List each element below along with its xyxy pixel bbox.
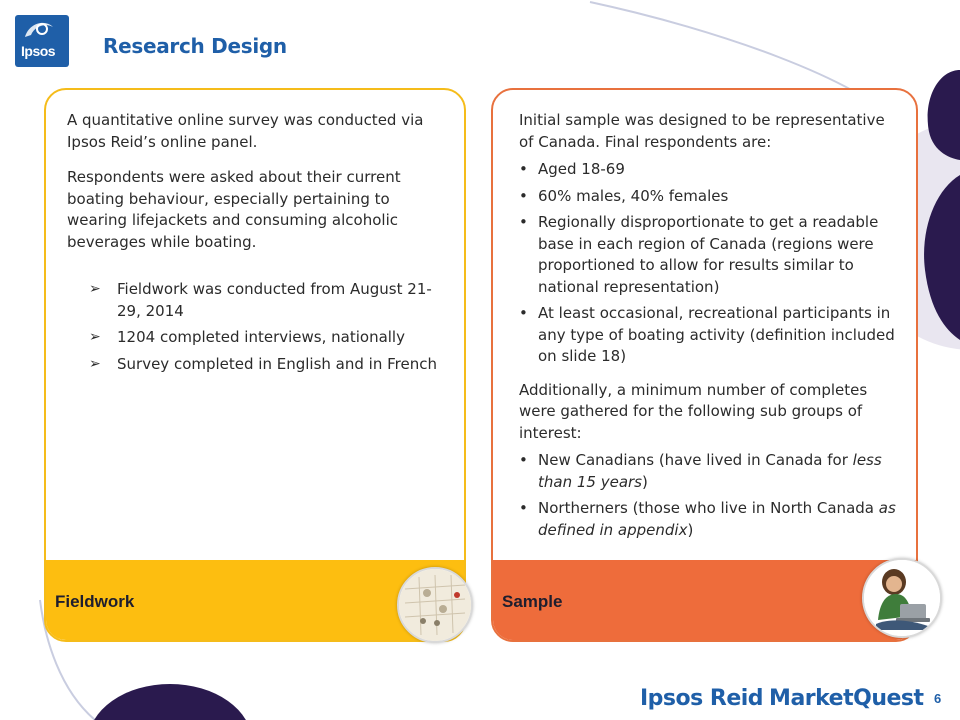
arrow-bullet-icon: ➢ <box>89 355 101 372</box>
bullet-icon: • <box>519 304 528 322</box>
arrow-bullet-icon: ➢ <box>89 329 101 345</box>
logo-swirl-icon <box>15 15 69 67</box>
sample-label-band <box>493 560 916 640</box>
page-title: Research Design <box>103 34 287 58</box>
bullet-icon: • <box>519 160 528 178</box>
sample-criteria-list <box>519 159 902 368</box>
sample-content <box>519 110 902 553</box>
list-item: • New Canadians (have lived in Canada for less than 15 years) <box>519 451 882 491</box>
ipsos-logo <box>15 15 69 67</box>
footer-brand-logo <box>640 686 930 711</box>
bullet-icon: • <box>519 451 528 469</box>
fieldwork-content <box>67 110 450 387</box>
list-item: ➢ 1204 completed interviews, nationally <box>89 327 450 349</box>
bullet-icon: • <box>519 499 528 517</box>
sample-additional: Additionally, a minimum number of completes were gathered for the following sub groups of interest: <box>519 380 868 442</box>
sample-subgroups-list <box>519 450 902 541</box>
arrow-bullet-icon: ➢ <box>89 281 101 297</box>
sample-card <box>491 88 918 642</box>
fieldwork-card <box>44 88 466 642</box>
list-item: • 60% males, 40% females <box>519 186 902 208</box>
list-item: • Northerners (those who live in North Canada as defined in appendix) <box>519 499 896 539</box>
fieldwork-bullet-list <box>89 279 450 375</box>
footer-brand-part2: MarketQuest <box>769 686 924 711</box>
fieldwork-paragraph-2: Respondents were asked about their current boating behaviour, especially pertaining to wearing lifejackets and consuming alcoholic beverages while boating. <box>67 168 401 251</box>
sample-label: Sample <box>502 592 563 611</box>
list-item: ➢ Fieldwork was conducted from August 21-29, 2014 <box>89 280 432 320</box>
calendar-icon <box>397 567 473 643</box>
footer-brand-part1: Ipsos Reid <box>640 686 764 711</box>
bullet-icon: • <box>519 186 528 205</box>
person-laptop-icon <box>862 558 942 638</box>
fieldwork-paragraph-1: A quantitative online survey was conducted via Ipsos Reid’s online panel. <box>67 111 424 151</box>
list-item: • At least occasional, recreational participants in any type of boating activity (definition included on slide 18) <box>519 304 895 365</box>
fieldwork-label: Fieldwork <box>55 592 135 611</box>
list-item: • Regionally disproportionate to get a readable base in each region of Canada (regions were proportioned to allow for results similar to national representation) <box>519 213 879 296</box>
logo-text: Ipsos <box>21 43 56 59</box>
bullet-icon: • <box>519 213 528 231</box>
list-item: ➢ Survey completed in English and in French <box>89 354 450 376</box>
list-item: • Aged 18-69 <box>519 159 902 181</box>
page-number: 6 <box>934 691 942 706</box>
sample-intro: Initial sample was designed to be representative of Canada. Final respondents are: <box>519 111 885 151</box>
